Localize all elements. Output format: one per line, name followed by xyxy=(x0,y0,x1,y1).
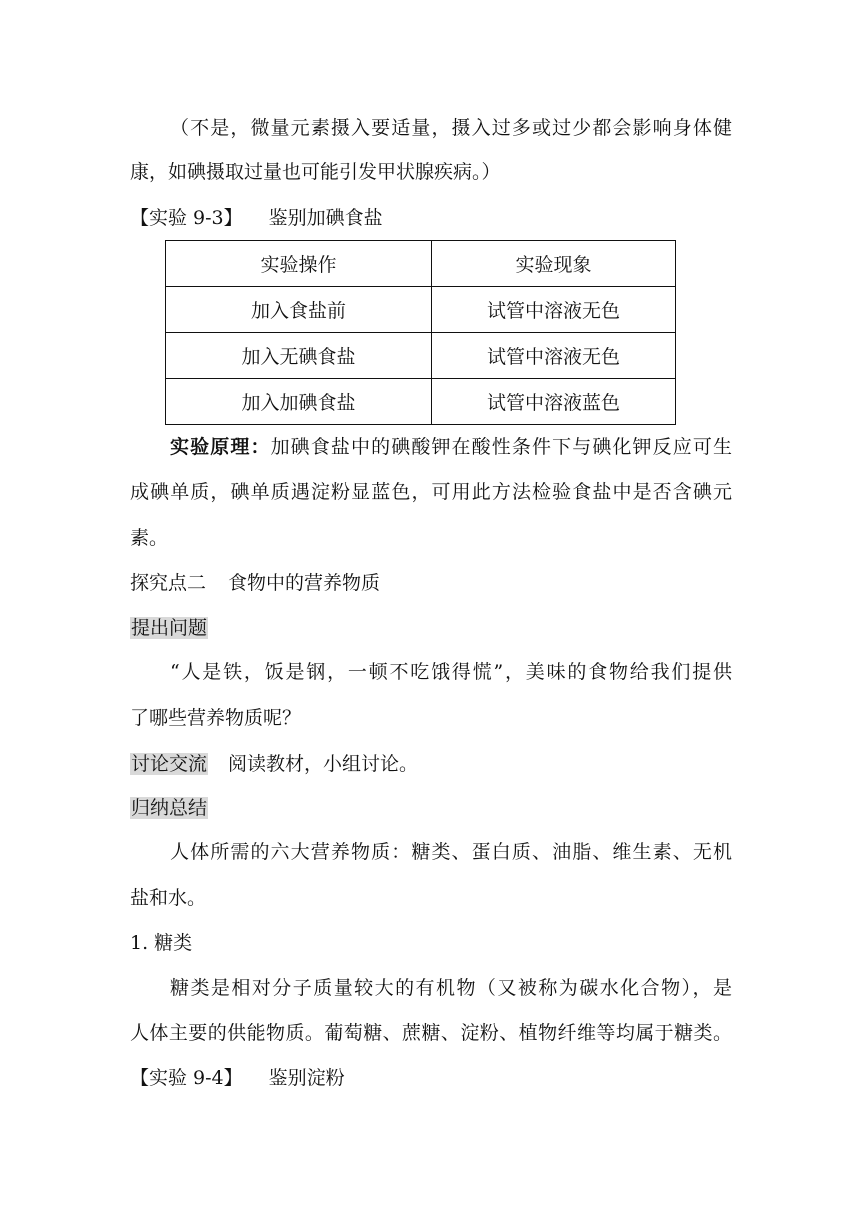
section-label: 探究点二 xyxy=(130,572,207,594)
table-cell: 加入食盐前 xyxy=(166,287,432,333)
table-header-cell: 实验操作 xyxy=(166,241,432,287)
principle-text: 加碘食盐中的碘酸钾在酸性条件下与碘化钾反应可生 xyxy=(270,436,732,458)
principle-label: 实验原理： xyxy=(170,436,271,458)
table-cell: 试管中溶液无色 xyxy=(432,287,676,333)
principle-line-2: 成碘单质，碘单质遇淀粉显蓝色，可用此方法检验食盐中是否含碘元 xyxy=(130,481,732,503)
table-cell: 加入加碘食盐 xyxy=(166,379,432,425)
sugars-line-1: 糖类是相对分子质量较大的有机物（又被称为碳水化合物），是 xyxy=(170,977,732,999)
experiment-title: 鉴别淀粉 xyxy=(268,1067,345,1089)
answer-paragraph-line-1: （不是，微量元素摄入要适量，摄入过多或过少都会影响身体健 xyxy=(170,117,732,139)
sugars-line-2: 人体主要的供能物质。葡萄糖、蔗糖、淀粉、植物纤维等均属于糖类。 xyxy=(130,1022,732,1044)
table-cell: 试管中溶液蓝色 xyxy=(432,379,676,425)
raise-question-line-2: 了哪些营养物质呢？ xyxy=(130,707,302,729)
table-cell: 试管中溶液无色 xyxy=(432,333,676,379)
summary-heading xyxy=(130,796,732,820)
experiment-9-4-heading xyxy=(130,1066,732,1090)
summary-label: 归纳总结 xyxy=(131,797,208,819)
table-row xyxy=(166,379,676,425)
experiment-title: 鉴别加碘食盐 xyxy=(268,207,383,229)
raise-question-label: 提出问题 xyxy=(131,617,208,639)
table-cell: 加入无碘食盐 xyxy=(166,333,432,379)
table-header-row xyxy=(166,241,676,287)
experiment-table xyxy=(165,240,676,425)
table-header-cell: 实验现象 xyxy=(432,241,676,287)
experiment-tag: 【实验 9-4】 xyxy=(130,1067,243,1089)
experiment-tag: 【实验 9-3】 xyxy=(130,207,243,229)
experiment-9-3-heading xyxy=(130,206,732,230)
table-row xyxy=(166,333,676,379)
summary-line-1: 人体所需的六大营养物质：糖类、蛋白质、油脂、维生素、无机 xyxy=(170,841,732,863)
answer-paragraph-line-2: 康，如碘摄取过量也可能引发甲状腺疾病。） xyxy=(130,161,501,183)
raise-question-line-1: “人是铁，饭是钢，一顿不吃饿得慌”，美味的食物给我们提供 xyxy=(170,661,732,683)
raise-question-heading xyxy=(130,616,732,640)
summary-line-2: 盐和水。 xyxy=(130,887,207,909)
principle-line-1 xyxy=(170,435,732,459)
discuss-text: 阅读教材，小组讨论。 xyxy=(228,753,419,775)
table-row xyxy=(166,287,676,333)
discuss-label: 讨论交流 xyxy=(131,753,208,775)
sugars-heading: 1. 糖类 xyxy=(130,932,193,954)
section-title: 食物中的营养物质 xyxy=(228,572,381,594)
discuss-heading xyxy=(130,752,732,776)
principle-line-3: 素。 xyxy=(130,527,169,549)
section-heading xyxy=(130,571,732,595)
